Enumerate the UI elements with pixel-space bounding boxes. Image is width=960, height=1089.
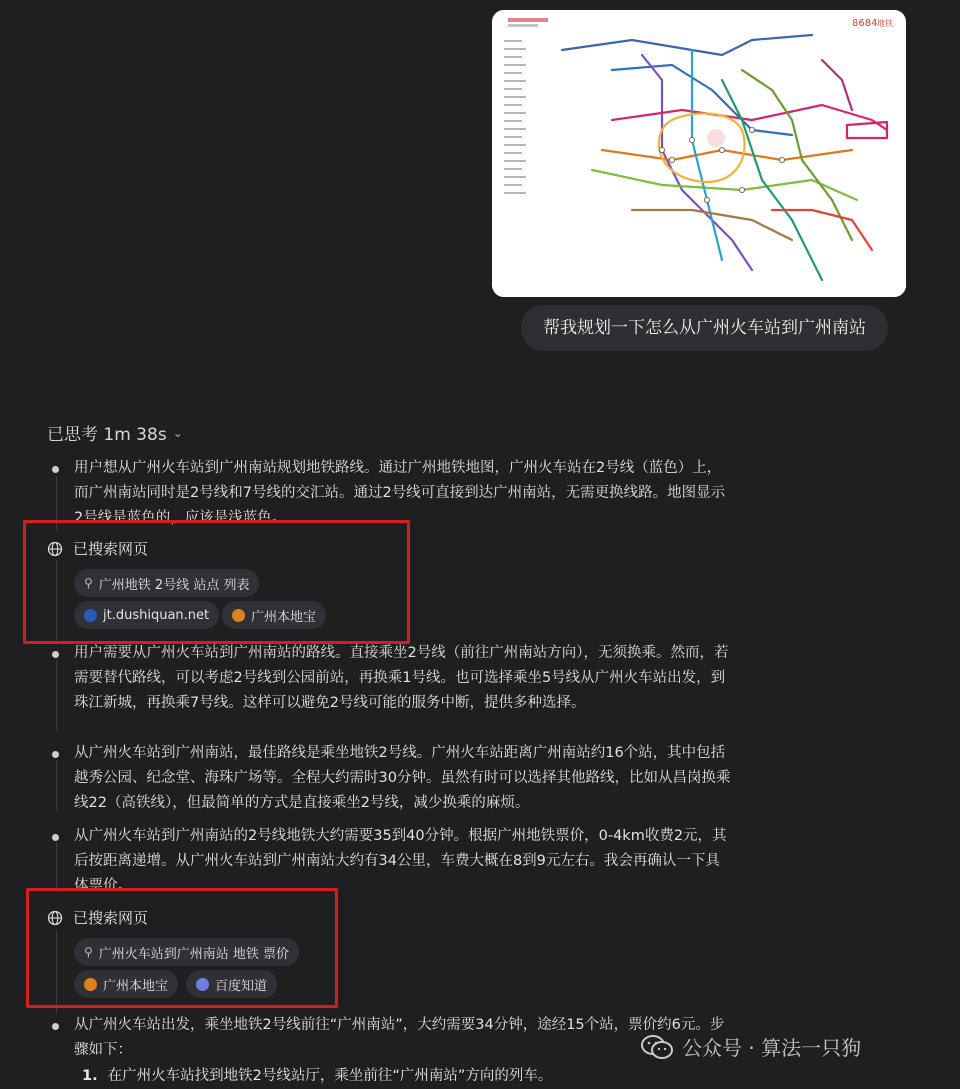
chevron-down-icon: ⌄ [172,425,183,440]
thought-bullet: 从广州火车站出发，乘坐地铁2号线前往“广州南站”，大约需要34分钟，途经15个站，票价约6元。步骤如下： [74,1017,725,1058]
step-number: 1. [82,1068,98,1084]
subway-map-graphic [492,10,906,297]
highlight-box [23,520,410,644]
map-logo: 8684 [852,18,878,29]
bullet-dot [52,1023,59,1030]
step-text: 在广州火车站找到地铁2号线站厅，乘坐前往“广州南站”方向的列车。 [107,1068,553,1084]
search-query: 广州地铁 2号线 站点 列表 [98,577,250,593]
bullet-dot [52,834,59,841]
search-title: 已搜索网页 [73,540,149,558]
attached-subway-map-image[interactable] [492,10,906,297]
search-icon: ⚲ [84,945,93,959]
step-item [82,1064,552,1085]
thought-bullet: 从广州火车站到广州南站，最佳路线是乘坐地铁2号线。广州火车站距离广州南站约16个站，其中包括越秀公园、纪念堂、海珠广场等。全程大约需时30分钟。虽然有时可以选择其他路线，比如从昌岗换乘线22（高铁线），但最简单的方式是直接乘坐2号线，减少换乘的麻烦。 [74,745,731,811]
source-name: 广州本地宝 [103,978,169,994]
search-icon: ⚲ [84,576,93,590]
wechat-icon [640,1033,674,1061]
thought-bullet: 从广州火车站到广州南站的2号线地铁大约需要35到40分钟。根据广州地铁票价，0-4km收费2元，其后按距离递增。从广州火车站到广州南站大约有34公里，车费大概在8到9元左右。我会再确认一下具体票价。 [74,828,727,894]
bullet-dot [52,651,59,658]
timeline-line [56,760,57,810]
thinking-label: 已思考 1m 38s [47,425,167,445]
source-name: 广州本地宝 [251,609,317,625]
thought-bullet: 用户需要从广州火车站到广州南站的路线。直接乘坐2号线（前往广州南站方向），无须换乘。然而，若需要替代路线，可以考虑2号线到公园前站，再换乘1号线。也可选择乘坐5号线从广州火车站出发，到珠江新城，再换乘7号线。这样可以避免2号线可能的服务中断，提供多种选择。 [74,645,729,711]
user-message-bubble: 帮我规划一下怎么从广州火车站到广州南站 [521,305,888,351]
thought-bullet: 用户想从广州火车站到广州南站规划地铁路线。通过广州地铁地图，广州火车站在2号线（蓝色）上，而广州南站同时是2号线和7号线的交汇站。通过2号线可直接到达广州南站，无需更换线路。地图显示2号线是蓝色的，应该是浅蓝色。 [74,460,726,526]
source-name: 百度知道 [215,978,268,994]
map-logo-suffix: 地铁 [877,19,893,28]
thinking-toggle[interactable] [47,420,183,445]
search-title: 已搜索网页 [73,909,149,927]
search-query: 广州火车站到广州南站 地铁 票价 [98,946,290,962]
highlight-box [26,888,338,1008]
source-name: jt.dushiquan.net [103,607,210,623]
watermark-text: 公众号 · 算法一只狗 [682,1036,862,1060]
bullet-dot [52,466,59,473]
bullet-dot [52,751,59,758]
watermark [640,1032,861,1061]
timeline-line [56,660,57,730]
timeline-line [56,842,57,892]
